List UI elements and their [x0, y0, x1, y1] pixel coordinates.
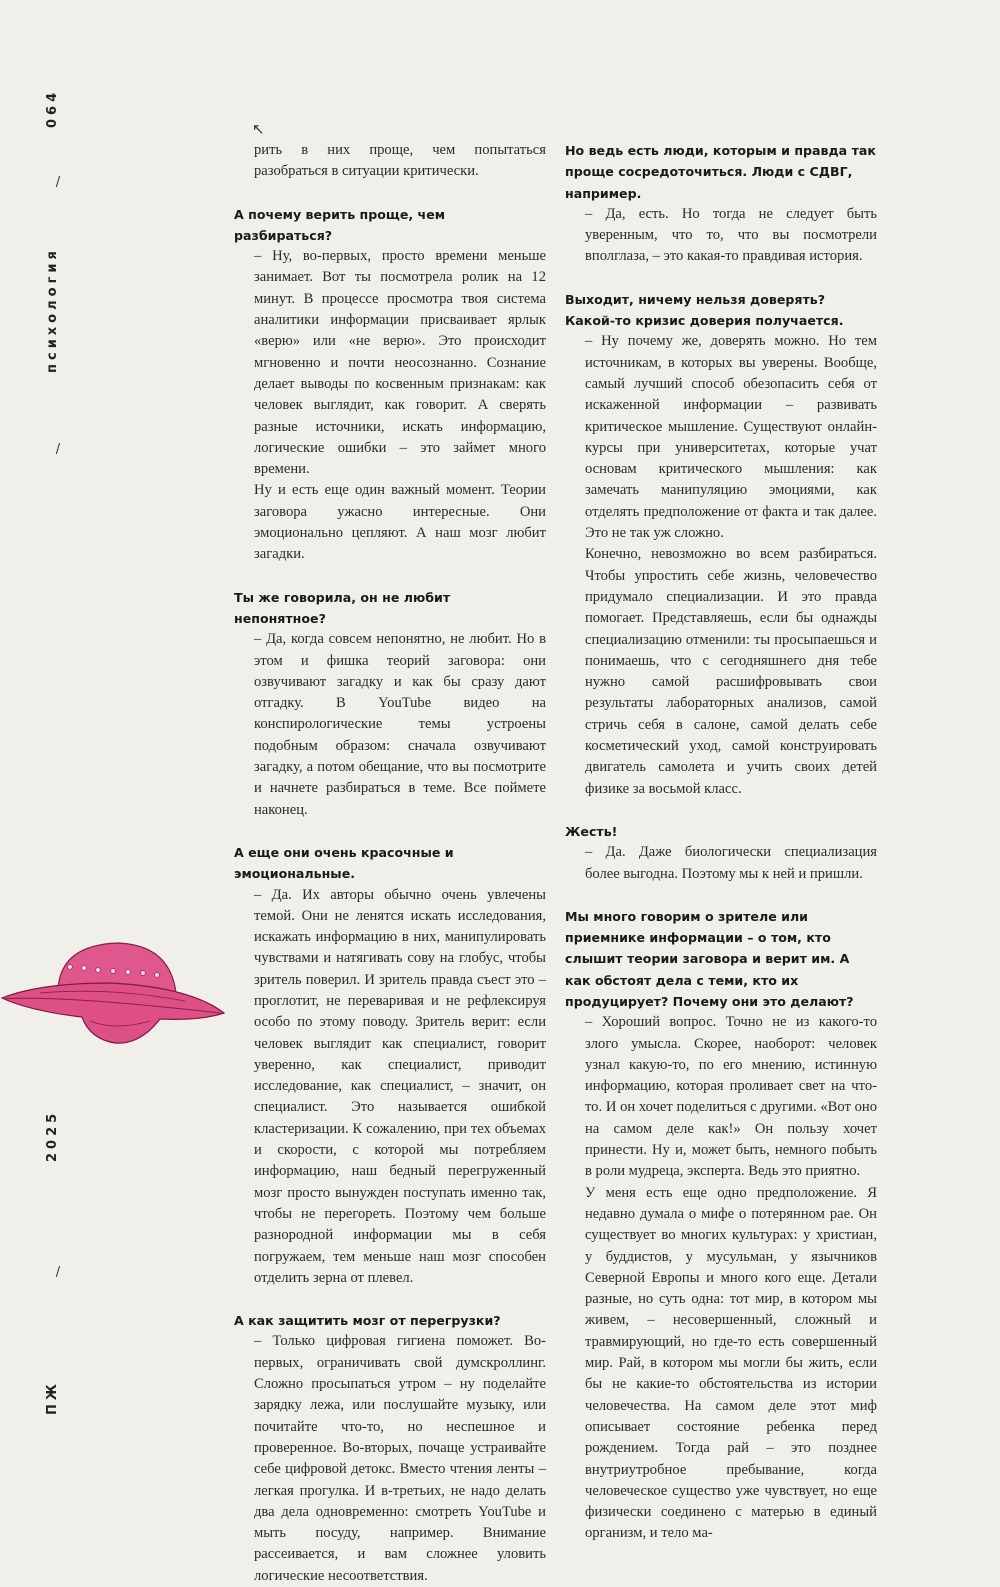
sidebar [45, 60, 71, 1440]
answer-8b: У меня есть еще одно предположение. Я недавно думала о мифе о потерянном рае. Он существует во многих культурах: у христиан, у буддистов, у мусульман, у язычников Северной Европы и много кого еще. Детали разные, но суть одна: тот мир, в котором мы живем, – несовершенный, сложный и травмирующий, но где-то есть совершенный мир. Рай, в котором мы могли бы жить, если бы не какие-то обстоятельства из истории человечества. На самом деле этот миф описывает состояние ребенка перед рождением. Тогда рай – это позднее внутриутробное пребывание, когда человеческое существо уже чувствует, но еще физически соединено с матерью в единый организм, и тело ма- [585, 1184, 877, 1542]
answer-8a: – Хороший вопрос. Точно не из какого-то злого умысла. Скорее, наоборот: человек узнал какую-то, по его мнению, истинную информацию, которая проливает свет на что-то. И он хочет поделиться с другими. «Вот оно на самом деле как!» Он пользу хочет принести. Ну и, может быть, немного побыть в роли мудреца, эксперта. Ведь это приятно. [585, 1014, 877, 1180]
column-right [565, 140, 877, 1545]
section-title: психология [45, 247, 60, 373]
question-7: Жесть! [565, 823, 618, 839]
answer-1a: – Ну, во-первых, просто времени меньше занимает. Вот ты посмотрела ролик на 12 минут. В процессе просмотра твоя система аналитики информации присваивает ярлык «верю» или «не верю». Это происходит мгновенно и почти неосознанно. Сознание делает выводы по косвенным признакам: как человек выглядит, как говорит. А сверять разные источники, искать информацию, логические ошибки – это займет много времени. [254, 248, 546, 478]
separator-3: / [55, 1265, 61, 1280]
answer-6b: Конечно, невозможно во всем разбираться. Чтобы упростить себе жизнь, человечество придумало специализации. И это правда помогает. Представляешь, если бы однажды специализацию отменили: ты просыпаешься и понимаешь, что с сегодняшнего дня тебе нужно самой расшифровывать свои результаты лабораторных анализов, самой стричь себя в салоне, самой делать себе косметический уход, самой конструировать двигатель самолета и учить своих детей физике за восьмой класс. [585, 546, 877, 797]
answer-5: – Да, есть. Но тогда не следует быть уверенным, что то, что вы посмотрели вполглаза, – это какая-то правдивая история. [585, 205, 877, 265]
lead-paragraph: рить в них проще, чем попытаться разобраться в ситуации критически. [254, 142, 546, 180]
question-2: Ты же говорила, он не любит непонятное? [234, 589, 451, 626]
page-number: 064 [45, 88, 60, 128]
answer-3: – Да. Их авторы обычно очень увлечены темой. Они не ленятся искать исследования, искажать информацию в них, манипулировать чувствами и натягивать сову на глобус, чтобы зритель поверил. И зритель правда съест это – проглотит, не переваривая и не рефлексируя особо по этому поводу. Зритель верит: если человек выглядит как специалист, говорит уверенно, как специалист, приводит исследование, как специалист, – значит, он специалист. Это называется ошибкой кластеризации. К сожалению, при тех объемах и скорости, с которой мы потребляем информацию, наш бедный перегруженный мозг просто вынужден поступать именно так, чтобы не перегореть. Поэтому чем больше разнородной информации мы в себя погружаем, тем меньше наш мозг способен отделить зерна от плевел. [254, 886, 546, 1286]
separator-2: / [55, 442, 61, 457]
year: 2025 [45, 1109, 60, 1162]
answer-2: – Да, когда совсем непонятно, не любит. Но в этом и фишка теорий заговора: они озвучивают загадку и как бы сразу дают отгадку. В YouTube видео на конспирологические темы устроены подобным образом: сначала озвучивают загадку, а потом обещание, что вы посмотрите и начнете разбираться в теме. Все поймете наконец. [254, 631, 546, 818]
separator-1: / [55, 175, 61, 190]
answer-1b: Ну и есть еще один важный момент. Теории заговора ужасно интересные. Они эмоционально цепляют. А наш мозг любит загадки. [254, 482, 546, 563]
ufo-icon [0, 935, 230, 1050]
question-8: Мы много говорим о зрителе или приемнике информации – о том, кто слышит теории заговора и верит им. А как обстоят дела с теми, кто их продуцирует? Почему они это делают? [565, 908, 854, 1009]
question-3: А еще они очень красочные и эмоциональные. [234, 844, 454, 882]
question-5: Но ведь есть люди, которым и правда так проще сосредоточиться. Люди с СДВГ, например. [565, 143, 876, 201]
column-left [234, 140, 546, 1587]
question-6: Выходит, ничему нельзя доверять? Какой-то кризис доверия получается. [565, 291, 844, 329]
answer-7: – Да. Даже биологически специализация более выгодна. Поэтому мы к ней и пришли. [585, 844, 877, 882]
magazine-name: ПЖ [45, 1380, 60, 1415]
arrow-up-left-icon: ↖ [252, 120, 265, 138]
answer-4: – Только цифровая гигиена поможет. Во-первых, ограничивать свой думскроллинг. Сложно просыпаться утром – ну поделайте зарядку лежа, или послушайте музыку, или почитайте что-то, но неспешное и проверенное. Во-вторых, почаще устраивайте себе цифровой детокс. Вместо чтения ленты – легкая прогулка. И в-третьих, не надо делать два дела одновременно: смотреть YouTube и мыть посуду, например. Внимание рассеивается, и вам сложнее уловить логические несоответствия. [254, 1333, 546, 1584]
answer-6a: – Ну почему же, доверять можно. Но тем источникам, в которых вы уверены. Вообще, самый лучший способ обезопасить себя от искаженной информации – развивать критическое мышление. Существуют онлайн-курсы при университетах, которые учат основам критического мышления: как замечать манипуляцию эмоциями, как отделять предположение от факта и так далее. Это не так уж сложно. [585, 333, 877, 542]
question-4: А как защитить мозг от перегрузки? [234, 1313, 501, 1329]
question-1: А почему верить проще, чем разбираться? [234, 206, 446, 243]
